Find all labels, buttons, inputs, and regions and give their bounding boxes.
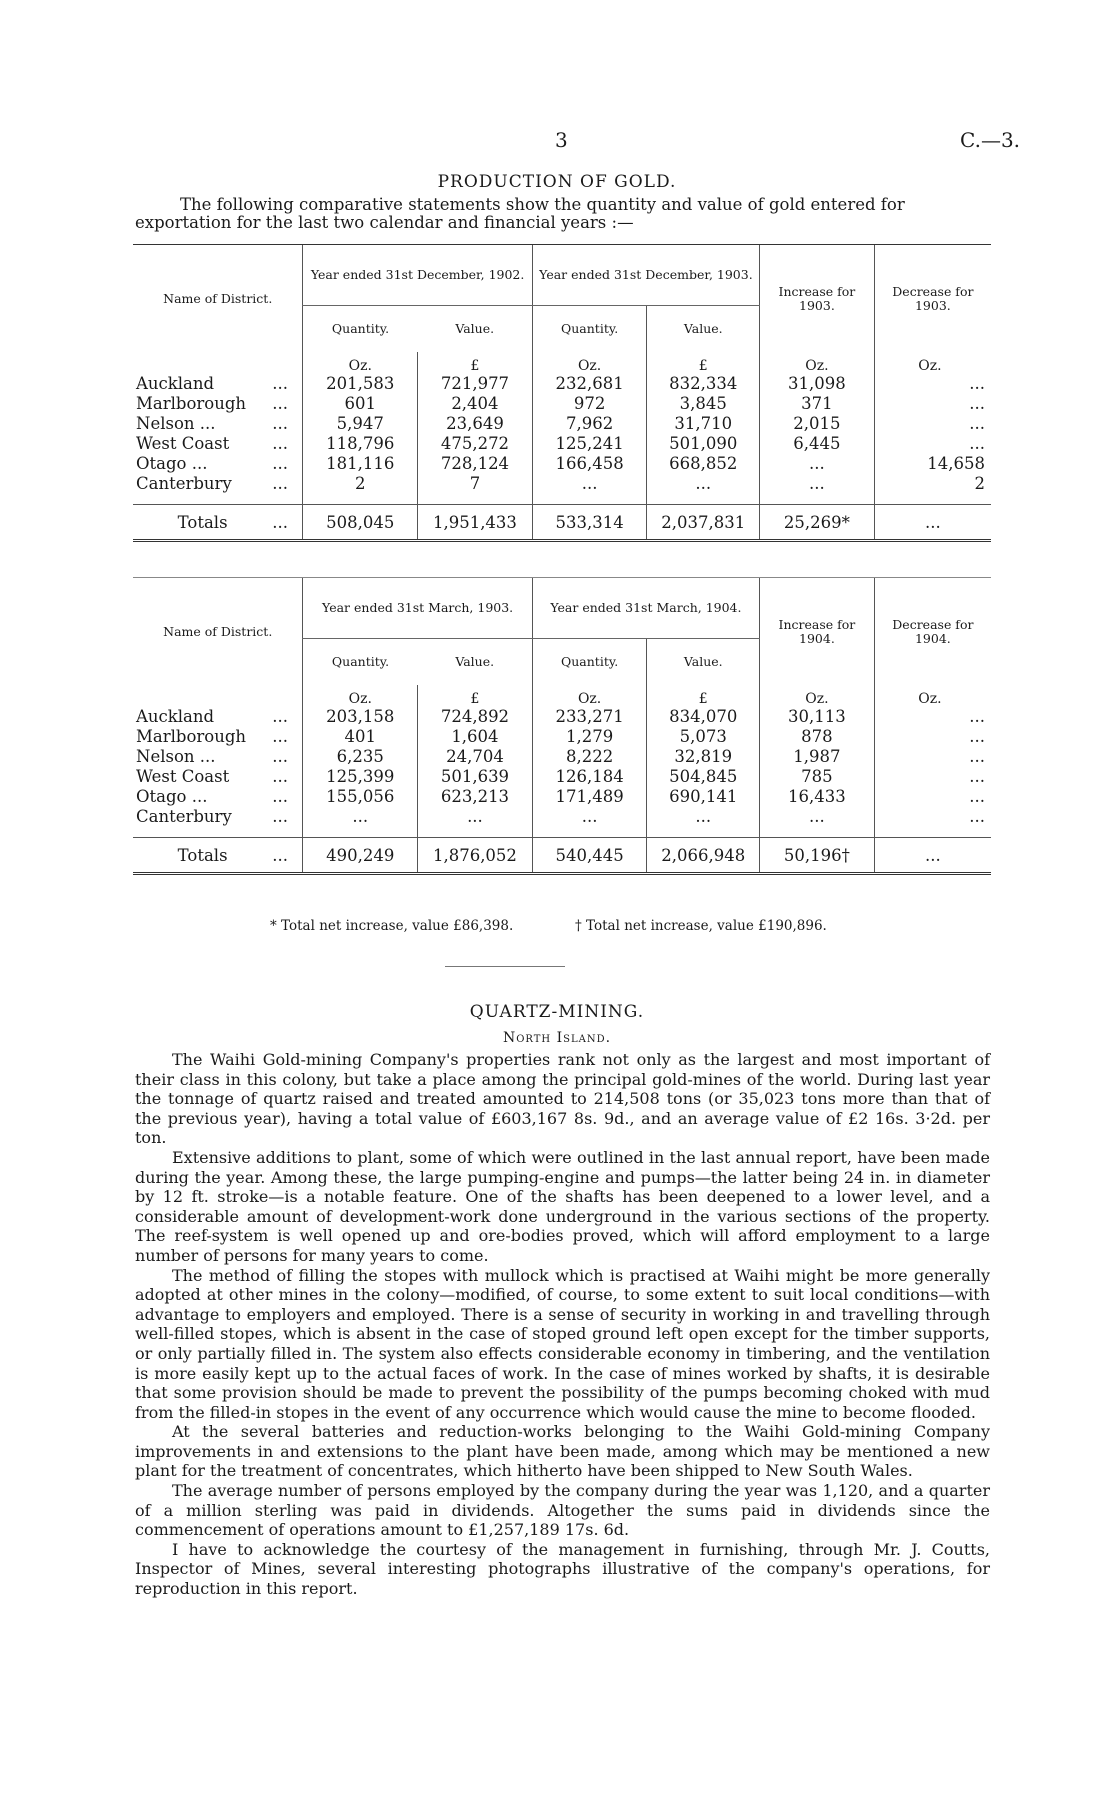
document-reference: C.—3. [960, 128, 1021, 152]
value-header: Value. [455, 321, 495, 336]
leader-dots: ... [272, 707, 288, 726]
quantity-b: ... [532, 807, 647, 827]
increase: 30,113 [760, 707, 875, 727]
quantity-a: 6,235 [303, 747, 418, 767]
spacer-cell [272, 827, 303, 838]
spacer-cell [303, 827, 418, 838]
total-increase: 50,196† [760, 838, 875, 874]
unit-dec: Oz. [874, 352, 991, 374]
table-row [133, 414, 991, 434]
paragraph: At the several batteries and reduction-works belonging to the Waihi Gold-mining Company improvements in and extensions to the plant have been made, among which may be mentioned a new plant for the treatment of concentrates, which hitherto have been shipped to New South Wales. [135, 1422, 990, 1481]
increase: 6,445 [760, 434, 875, 454]
quantity-b: 166,458 [532, 454, 647, 474]
quantity-b: 171,489 [532, 787, 647, 807]
unit-row [133, 352, 991, 374]
quantity-b: 125,241 [532, 434, 647, 454]
decrease-header: Decrease for 1903. [874, 245, 991, 353]
north-island-subtitle: North Island. [502, 1030, 612, 1046]
value-a: 2,404 [418, 394, 533, 414]
increase: 785 [760, 767, 875, 787]
quantity-b: 232,681 [532, 374, 647, 394]
period-b-header: Year ended 31st December, 1903. [532, 245, 759, 306]
spacer-cell [532, 494, 647, 505]
leader-dots: ... [272, 767, 288, 786]
decrease: ... [874, 414, 991, 434]
total-decrease: ... [874, 505, 991, 541]
period-a-header: Year ended 31st December, 1902. [303, 245, 532, 306]
value-b: 504,845 [647, 767, 760, 787]
unit-val: £ [647, 685, 760, 707]
table-row [133, 474, 991, 494]
footnote-total-increase-1903: * Total net increase, value £86,398. [270, 918, 514, 934]
table-row [133, 747, 991, 767]
increase-header: Increase for 1903. [760, 245, 875, 353]
calendar-table-body [133, 352, 991, 541]
leader-dots: ... [272, 787, 288, 806]
value-b: 5,073 [647, 727, 760, 747]
quantity-a: 125,399 [303, 767, 418, 787]
district-name: Canterbury [136, 474, 232, 493]
quantity-header: Quantity. [303, 306, 418, 353]
spacer-cell [647, 494, 760, 505]
spacer-cell [874, 494, 991, 505]
value-b: 501,090 [647, 434, 760, 454]
value-b: 668,852 [647, 454, 760, 474]
value-a: 724,892 [418, 707, 533, 727]
value-a: 475,272 [418, 434, 533, 454]
total-value-b: 2,037,831 [647, 505, 760, 541]
decrease-header: Decrease for 1904. [874, 578, 991, 686]
total-decrease: ... [874, 838, 991, 874]
leader-dots: ... [272, 374, 288, 393]
district-name: Canterbury [136, 807, 232, 826]
production-intro-text: The following comparative statements show the quantity and value of gold entered for exportation for the last two calendar and financial years :— [135, 195, 905, 232]
decrease: 14,658 [874, 454, 991, 474]
table-row [133, 787, 991, 807]
increase: ... [760, 807, 875, 827]
paragraph: Extensive additions to plant, some of which were outlined in the last annual report, have been made during the year. Among these, the large pumping-engine and pumps—the latter being 24 in. in diameter by 12 ft. stroke—is a notable feature. One of the shafts has been deepened to a lower level, and a considerable amount of development-work done underground in the various sections of the property. The reef-system is well opened up and ore-bodies proved, which will afford employment to a large number of persons for many years to come. [135, 1147, 990, 1265]
section-divider [445, 966, 565, 967]
value-a: 7 [418, 474, 533, 494]
quantity-b: 7,962 [532, 414, 647, 434]
district-header: Name of District. [133, 578, 303, 686]
table-row [133, 727, 991, 747]
value-header: Value. [455, 654, 495, 669]
value-b: 3,845 [647, 394, 760, 414]
quantity-b: 233,271 [532, 707, 647, 727]
total-value-a: 1,951,433 [418, 505, 533, 541]
paragraph: The method of filling the stopes with mullock which is practised at Waihi might be more generally adopted at other mines in the colony—modified, of course, to some extent to suit local conditions—with advantage to employers and employed. There is a sense of security in working in and travelling through well-filled stopes, which is absent in the case of stoped ground left open except for the timber supports, or only partially filled in. The system also effects considerable economy in timbering, and the ventilation is more easily kept up to the actual faces of work. In the case of mines worked by shafts, it is desirable that some provision should be made to prevent the possibility of the pumps becoming choked with mud from the filled-in stopes in the event of any occurrence which would cause the mine to become flooded. [135, 1265, 990, 1422]
leader-dots: ... [272, 807, 288, 826]
total-quantity-b: 540,445 [532, 838, 647, 874]
increase: 878 [760, 727, 875, 747]
district-name: Otago ... [136, 454, 208, 473]
district-name: Marlborough [136, 727, 247, 746]
leader-dots: ... [272, 454, 288, 473]
quantity-b: ... [532, 474, 647, 494]
decrease: 2 [874, 474, 991, 494]
quantity-a: ... [303, 807, 418, 827]
district-name: Nelson ... [136, 414, 216, 433]
quartz-mining-title: QUARTZ-MINING. [469, 1002, 645, 1022]
value-b: 834,070 [647, 707, 760, 727]
unit-qty: Oz. [303, 352, 418, 374]
footnote-total-increase-1904: † Total net increase, value £190,896. [575, 918, 827, 934]
unit-val: £ [418, 352, 533, 374]
leader-dots: ... [272, 474, 288, 493]
value-b: 690,141 [647, 787, 760, 807]
leader-dots: ... [272, 434, 288, 453]
quantity-a: 601 [303, 394, 418, 414]
unit-inc: Oz. [760, 352, 875, 374]
totals-row [133, 838, 991, 874]
spacer-cell [133, 827, 272, 838]
quantity-a: 5,947 [303, 414, 418, 434]
district-header: Name of District. [133, 245, 303, 353]
decrease: ... [874, 727, 991, 747]
spacer-cell [760, 827, 875, 838]
spacer-cell [647, 827, 760, 838]
value-a: 1,604 [418, 727, 533, 747]
quantity-b: 1,279 [532, 727, 647, 747]
total-quantity-b: 533,314 [532, 505, 647, 541]
table-row [133, 434, 991, 454]
total-value-a: 1,876,052 [418, 838, 533, 874]
value-a: ... [418, 807, 533, 827]
value-a: 501,639 [418, 767, 533, 787]
period-a-header: Year ended 31st March, 1903. [303, 578, 532, 639]
district-name: West Coast [136, 767, 230, 786]
unit-val: £ [647, 352, 760, 374]
totals-label: Totals [133, 838, 272, 874]
quantity-header: Quantity. [303, 639, 418, 686]
unit-qty: Oz. [303, 685, 418, 707]
leader-dots: ... [272, 838, 303, 874]
unit-row [133, 685, 991, 707]
district-name: Marlborough [136, 394, 247, 413]
table-row [133, 394, 991, 414]
spacer-cell [272, 494, 303, 505]
unit-inc: Oz. [760, 685, 875, 707]
value-a: 24,704 [418, 747, 533, 767]
unit-spacer [133, 352, 272, 374]
totals-label: Totals [133, 505, 272, 541]
decrease: ... [874, 807, 991, 827]
spacer-cell [303, 494, 418, 505]
total-quantity-a: 508,045 [303, 505, 418, 541]
paragraph: The Waihi Gold-mining Company's properties rank not only as the largest and most important of their class in this colony, but take a place among the principal gold-mines of the world. During last year the tonnage of quartz raised and treated amounted to 214,508 tons (or 35,023 tons more than that of the previous year), having a total value of £603,167 8s. 9d., and an average value of £2 16s. 3·2d. per ton. [135, 1050, 990, 1148]
page-number: 3 [555, 128, 568, 152]
quantity-a: 203,158 [303, 707, 418, 727]
table-row [133, 374, 991, 394]
value-header: Value. [647, 306, 760, 353]
decrease: ... [874, 707, 991, 727]
table-row [133, 454, 991, 474]
production-intro [135, 196, 990, 232]
unit-val: £ [418, 685, 533, 707]
period-b-header: Year ended 31st March, 1904. [532, 578, 759, 639]
spacer-row [133, 494, 991, 505]
value-b: ... [647, 474, 760, 494]
increase: ... [760, 474, 875, 494]
increase: 1,987 [760, 747, 875, 767]
unit-spacer [133, 685, 272, 707]
quantity-b: 972 [532, 394, 647, 414]
value-b: 31,710 [647, 414, 760, 434]
leader-dots: ... [272, 414, 288, 433]
spacer-cell [760, 494, 875, 505]
unit-qty: Oz. [532, 685, 647, 707]
quantity-a: 401 [303, 727, 418, 747]
increase: 31,098 [760, 374, 875, 394]
quantity-b: 126,184 [532, 767, 647, 787]
decrease: ... [874, 787, 991, 807]
leader-dots: ... [272, 727, 288, 746]
quantity-b: 8,222 [532, 747, 647, 767]
value-b: 832,334 [647, 374, 760, 394]
unit-qty: Oz. [532, 352, 647, 374]
financial-year-table [133, 577, 991, 875]
increase-header: Increase for 1904. [760, 578, 875, 686]
spacer-cell [874, 827, 991, 838]
value-header: Value. [647, 639, 760, 686]
district-name: Nelson ... [136, 747, 216, 766]
spacer-cell [418, 494, 533, 505]
district-name: Otago ... [136, 787, 208, 806]
production-title: PRODUCTION OF GOLD. [437, 172, 677, 192]
value-a: 623,213 [418, 787, 533, 807]
total-quantity-a: 490,249 [303, 838, 418, 874]
quantity-a: 201,583 [303, 374, 418, 394]
value-a: 23,649 [418, 414, 533, 434]
financial-table-body [133, 685, 991, 874]
quantity-header: Quantity. [532, 306, 647, 353]
quantity-a: 118,796 [303, 434, 418, 454]
leader-dots: ... [272, 394, 288, 413]
leader-dots: ... [272, 505, 303, 541]
paragraph: I have to acknowledge the courtesy of the management in furnishing, through Mr. J. Coutts, Inspector of Mines, several interesting photographs illustrative of the company's operations, for reproduction in this report. [135, 1539, 990, 1599]
value-b: 32,819 [647, 747, 760, 767]
district-name: Auckland [136, 707, 215, 726]
total-value-b: 2,066,948 [647, 838, 760, 874]
table-row [133, 707, 991, 727]
spacer-cell [133, 494, 272, 505]
district-name: West Coast [136, 434, 230, 453]
spacer-cell [532, 827, 647, 838]
spacer-cell [418, 827, 533, 838]
value-a: 721,977 [418, 374, 533, 394]
unit-dec: Oz. [874, 685, 991, 707]
table-row [133, 767, 991, 787]
totals-row [133, 505, 991, 541]
decrease: ... [874, 747, 991, 767]
total-increase: 25,269* [760, 505, 875, 541]
increase: 16,433 [760, 787, 875, 807]
calendar-year-table [133, 244, 991, 542]
decrease: ... [874, 374, 991, 394]
quantity-header: Quantity. [532, 639, 647, 686]
unit-spacer [272, 685, 303, 707]
value-b: ... [647, 807, 760, 827]
decrease: ... [874, 434, 991, 454]
increase: ... [760, 454, 875, 474]
increase: 2,015 [760, 414, 875, 434]
spacer-row [133, 827, 991, 838]
increase: 371 [760, 394, 875, 414]
quantity-a: 181,116 [303, 454, 418, 474]
quantity-a: 2 [303, 474, 418, 494]
district-name: Auckland [136, 374, 215, 393]
quartz-mining-body [135, 1050, 990, 1599]
unit-spacer [272, 352, 303, 374]
paragraph: The average number of persons employed by the company during the year was 1,120, and a quarter of a million sterling was paid in dividends. Altogether the sums paid in dividends since the commencement of operations amount to £1,257,189 17s. 6d. [135, 1481, 990, 1540]
quantity-a: 155,056 [303, 787, 418, 807]
table-row [133, 807, 991, 827]
leader-dots: ... [272, 747, 288, 766]
decrease: ... [874, 394, 991, 414]
decrease: ... [874, 767, 991, 787]
value-a: 728,124 [418, 454, 533, 474]
